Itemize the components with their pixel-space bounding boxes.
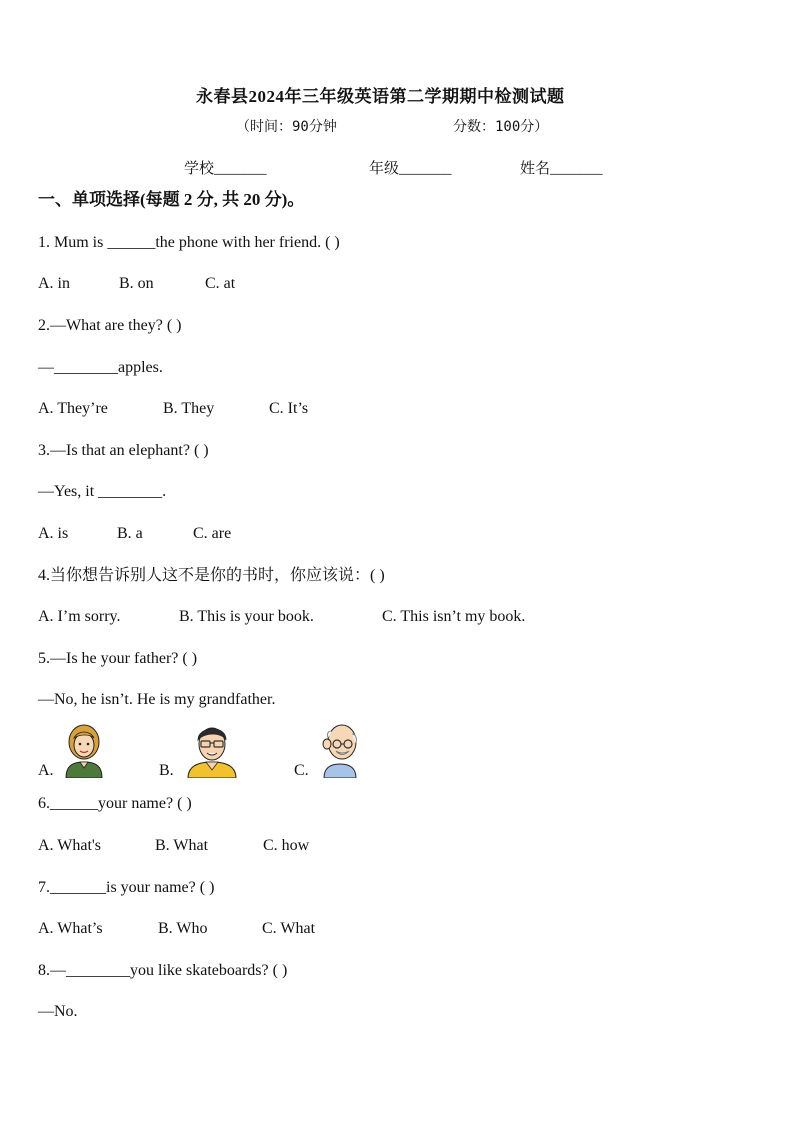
q7-option-b: B. Who [158, 920, 208, 937]
question-2: 2.—What are they? ( ) [38, 317, 182, 334]
q2-reply: —________apples. [38, 359, 163, 376]
q4-option-c: C. This isn’t my book. [382, 608, 526, 625]
q3-option-b: B. a [117, 525, 143, 542]
exam-score: 分数：100分） [453, 119, 549, 135]
q3-option-a: A. is [38, 525, 69, 542]
man-with-glasses-icon [186, 722, 238, 778]
question-6: 6.______your name? ( ) [38, 795, 192, 812]
q6-option-b: B. What [155, 837, 209, 854]
q2-option-a: A. They’re [38, 400, 108, 417]
q4-option-b: B. This is your book. [179, 608, 314, 625]
page-title: 永春县2024年三年级英语第二学期期中检测试题 [196, 87, 565, 106]
grade-field: 年级_______ [369, 161, 452, 177]
name-field: 姓名_______ [520, 161, 603, 177]
q1-option-a: A. in [38, 275, 70, 292]
q3-option-c: C. are [193, 525, 232, 542]
q5-option-b: B. [159, 762, 174, 779]
school-field: 学校_______ [184, 161, 267, 177]
q5-reply: —No, he isn’t. He is my grandfather. [38, 691, 276, 708]
question-1: 1. Mum is ______the phone with her friend. ( ) [38, 234, 340, 251]
question-8: 8.—________you like skateboards? ( ) [38, 962, 288, 979]
q2-option-b: B. They [163, 400, 215, 417]
question-3: 3.—Is that an elephant? ( ) [38, 442, 209, 459]
grandfather-icon [318, 720, 362, 778]
q7-option-a: A. What’s [38, 920, 103, 937]
question-5: 5.—Is he your father? ( ) [38, 650, 198, 667]
q2-option-c: C. It’s [269, 400, 309, 417]
q5-option-a: A. [38, 762, 54, 779]
question-7: 7._______is your name? ( ) [38, 879, 215, 896]
q1-option-b: B. on [119, 275, 154, 292]
q4-option-a: A. I’m sorry. [38, 608, 121, 625]
q6-option-a: A. What's [38, 837, 102, 854]
section-heading: 一、单项选择(每题 2 分, 共 20 分)。 [38, 190, 305, 209]
q3-reply: —Yes, it ________. [38, 483, 167, 500]
woman-portrait-icon [62, 722, 106, 778]
q1-option-c: C. at [205, 275, 236, 292]
q7-option-c: C. What [262, 920, 316, 937]
exam-time: （时间：90分钟 [236, 119, 337, 135]
question-4: 4.当你想告诉别人这不是你的书时，你应该说：( ) [38, 567, 385, 584]
q8-reply: —No. [38, 1003, 78, 1020]
q5-option-c: C. [294, 762, 309, 779]
q6-option-c: C. how [263, 837, 310, 854]
